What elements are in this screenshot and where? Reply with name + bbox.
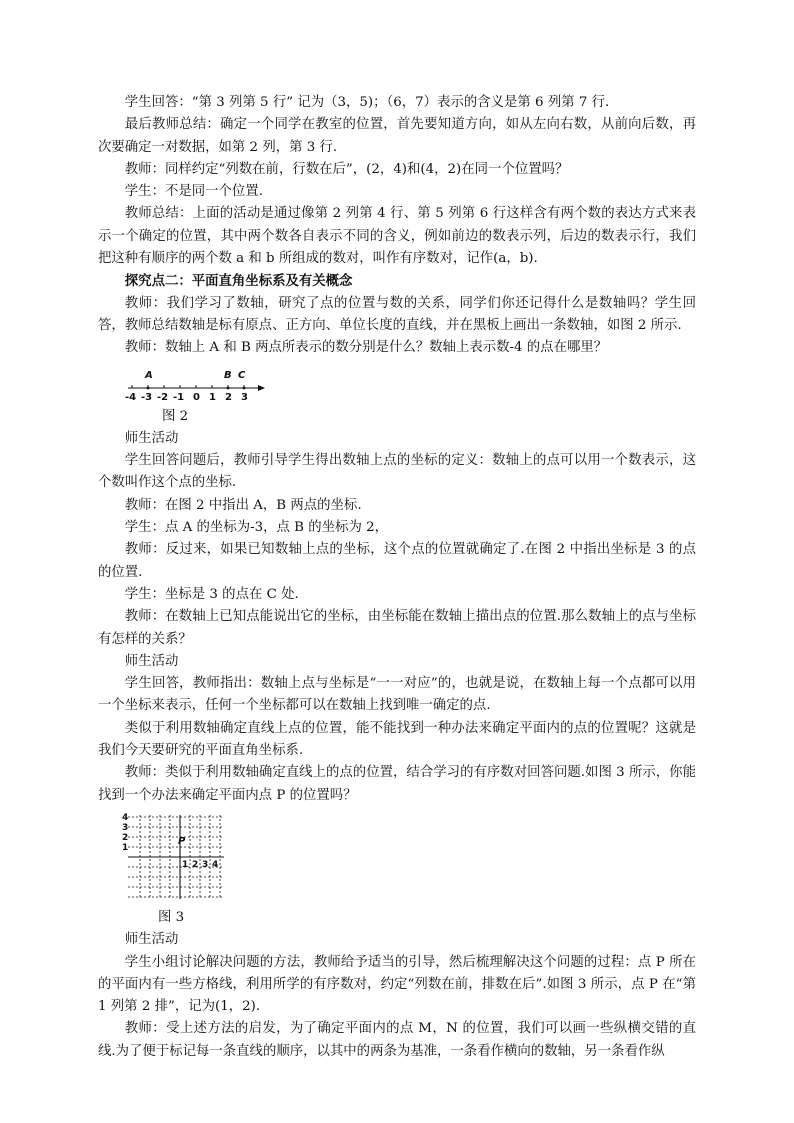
paragraph: 学生：坐标是 3 的点在 C 处.	[124, 586, 299, 602]
y-label: 3	[122, 822, 129, 833]
paragraph: 教师：受上述方法的启发，为了确定平面内的点 M，N 的位置，我们可以画一些纵横交错的直线.为了便于标记每一条直线的顺序，以其中的两条为基准，一条看作横向的数轴，另一条看作纵	[98, 1021, 696, 1059]
paragraph: 学生回答：“第 3 列第 5 行” 记为（3，5)；（6，7）表示的含义是第 6 列第 7 行．	[124, 95, 619, 110]
paragraph: 师生活动	[124, 932, 179, 948]
y-label: 4	[122, 812, 129, 823]
paragraph: 教师：类似于利用数轴确定直线上的点的位置，结合学习的有序数对回答问题.如图 3 所示，你能找到一个办法来确定平面内点 P 的位置吗？	[98, 765, 696, 803]
tick-label: 2	[225, 391, 232, 403]
tick-label: 1	[209, 391, 216, 403]
paragraph: 教师：在图 2 中指出 A，B 两点的坐标.	[124, 497, 362, 513]
document-body	[98, 92, 696, 1063]
figure-caption: 图 3	[158, 909, 185, 925]
x-label: 3	[202, 859, 209, 870]
paragraph: 教师：反过来，如果已知数轴上点的坐标，这个点的位置就确定了.在图 2 中指出坐标是 3 的点的位置.	[98, 542, 696, 580]
paragraph: 最后教师总结：确定一个同学在教室的位置，首先要知道方向，如从左向右数，从前向后数，再次要确定一对数据，如第 2 列，第 3 行.	[98, 117, 696, 155]
point-c	[243, 386, 246, 389]
arrow-right-icon	[258, 385, 265, 391]
tick-label: -4	[125, 391, 137, 403]
tick-label: -1	[173, 391, 185, 403]
tick-label: 3	[241, 391, 248, 403]
point-label-b: B	[224, 369, 232, 381]
point-a	[147, 386, 150, 389]
paragraph: 师生活动	[124, 430, 179, 446]
point-label-p: P	[178, 835, 186, 847]
x-label: 2	[192, 859, 199, 870]
figure-2-number-line	[120, 362, 696, 406]
figure-caption: 图 2	[162, 408, 189, 424]
paragraph: 类似于利用数轴确定直线上点的位置，能不能找到一种办法来确定平面内的点的位置呢？这就是我们今天要研究的平面直角坐标系.	[98, 720, 696, 759]
point-b	[227, 386, 230, 389]
paragraph: 师生活动	[124, 653, 179, 669]
tick-label: 0	[193, 391, 200, 403]
paragraph: 教师：我们学习了数轴，研究了点的位置与数的关系，同学们你还记得什么是数轴吗？学生回答，教师总结数轴是标有原点、正方向、单位长度的直线，并在黑板上画出一条数轴，如图 2 所示.	[98, 295, 696, 333]
tick-label: -3	[141, 391, 153, 403]
paragraph: 学生：点 A 的坐标为-3，点 B 的坐标为 2，	[124, 520, 389, 536]
point-label-a: A	[145, 369, 153, 381]
y-label: 1	[122, 842, 129, 853]
paragraph: 学生：不是同一个位置.	[124, 184, 263, 200]
section-heading: 探究点二：平面直角坐标系及有关概念	[124, 273, 353, 290]
paragraph: 教师：在数轴上已知点能说出它的坐标，由坐标能在数轴上描出点的位置.那么数轴上的点与坐标有怎样的关系？	[98, 609, 696, 647]
number-line-svg	[120, 362, 280, 406]
paragraph: 教师总结：上面的活动是通过像第 2 列第 4 行、第 5 列第 6 行这样含有两个数的表达方式来表示一个确定的位置，其中两个数各自表示不同的含义，例如前边的数表示列，后边的数表示行，我们把这种有顺序的两个数 a 和 b 所组成的数对，叫作有序数对，记作(a，b).	[98, 206, 696, 267]
x-label: 1	[182, 859, 189, 870]
x-label: 4	[212, 859, 219, 870]
paragraph: 学生回答，教师指出：数轴上点与坐标是“一一对应”的，也就是说，在数轴上每一个点都可以用一个坐标来表示，任何一个坐标都可以在数轴上找到唯一确定的点.	[98, 676, 696, 714]
point-label-c: C	[238, 369, 246, 381]
grid-svg	[120, 813, 240, 907]
paragraph: 教师：数轴上 A 和 B 两点所表示的数分别是什么？数轴上表示数-4 的点在哪里？	[124, 340, 608, 356]
paragraph: 学生小组讨论解决问题的方法，教师给予适当的引导，然后梳理解决这个问题的过程：点 P 所在的平面内有一些方格线，利用所学的有序数对，约定“列数在前，排数在后”.如图 3 所示，点 P 在“第 1 列第 2 排”，记为(1，2).	[98, 954, 696, 1015]
tick-label: -2	[157, 391, 169, 403]
paragraph: 教师：同样约定“列数在前，行数在后”，(2，4)和(4，2)在同一个位置吗？	[124, 161, 569, 177]
figure-3-grid	[120, 813, 696, 907]
y-label: 2	[122, 832, 129, 843]
paragraph: 学生回答问题后，教师引导学生得出数轴上点的坐标的定义：数轴上的点可以用一个数表示，这个数叫作这个点的坐标.	[98, 453, 696, 491]
